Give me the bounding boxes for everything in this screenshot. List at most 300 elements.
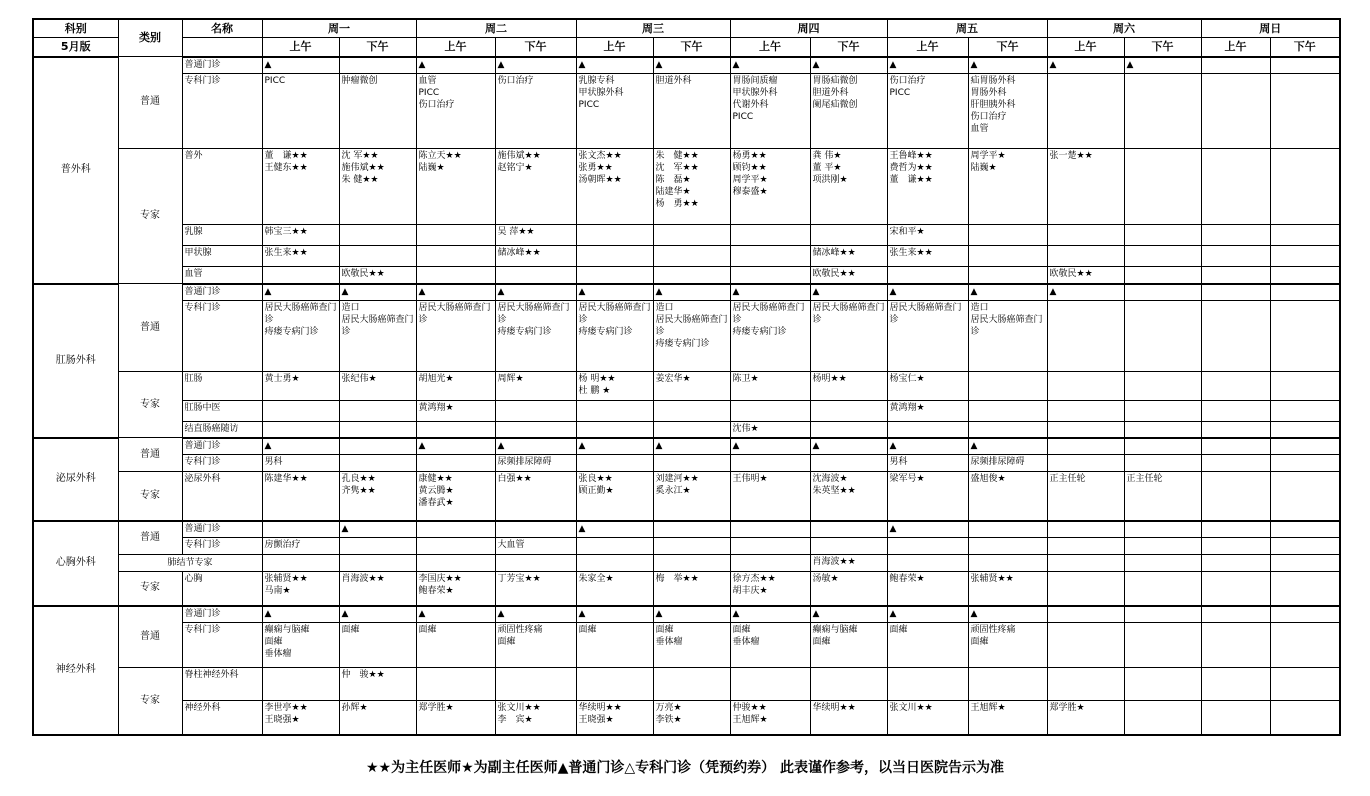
schedule-cell [1201,372,1270,400]
schedule-cell: ▲ [730,606,810,623]
schedule-cell [1201,300,1270,371]
clinic-name-cell: 普外 [182,148,262,225]
schedule-cell [1270,246,1340,267]
schedule-row [33,623,1340,668]
schedule-cell: ▲ [730,57,810,74]
schedule-cell: 梅 举★★ [653,571,730,606]
schedule-cell [730,225,810,246]
category-cell: 专家 [118,372,182,438]
schedule-cell: 癫痫与脑瘫 面瘫 [810,623,887,668]
schedule-cell: ▲ [730,438,810,455]
schedule-cell: 胃肠疝微创 胆道外科 阑尾疝微创 [810,74,887,149]
schedule-cell [887,668,968,701]
schedule-cell: 男科 [262,455,339,472]
dept-cell: 心胸外科 [33,521,118,606]
schedule-cell [653,400,730,421]
schedule-cell: 欧敬民★★ [810,267,887,284]
schedule-cell: ▲ [1047,57,1124,74]
schedule-cell [1124,538,1201,555]
schedule-cell: 面瘫 垂体瘤 [730,623,810,668]
schedule-cell: 胆道外科 [653,74,730,149]
schedule-cell [1124,623,1201,668]
schedule-row [33,267,1340,284]
schedule-cell [339,455,416,472]
schedule-cell: 正主任轮 [1047,471,1124,520]
header-am: 上午 [262,38,339,57]
schedule-cell [1047,74,1124,149]
schedule-cell: 疝胃肠外科 胃肠外科 肝胆胰外科 伤口治疗 血管 [968,74,1047,149]
schedule-cell [1201,400,1270,421]
schedule-cell [1270,538,1340,555]
header-am: 上午 [730,38,810,57]
schedule-cell: ▲ [653,284,730,301]
schedule-cell [1201,438,1270,455]
schedule-cell: ▲ [968,57,1047,74]
schedule-cell [1047,521,1124,538]
clinic-name-cell: 脊柱神经外科 [182,668,262,701]
schedule-cell [495,554,576,571]
header-pm: 下午 [339,38,416,57]
schedule-cell: ▲ [810,57,887,74]
schedule-cell: 居民大肠癌筛查门诊 [416,300,495,371]
schedule-cell [1047,372,1124,400]
schedule-cell: 正主任轮 [1124,471,1201,520]
schedule-cell [1270,571,1340,606]
schedule-cell: 张良★★ 顾正勤★ [576,471,653,520]
schedule-cell: ▲ [262,57,339,74]
category-cell: 普通 [118,284,182,372]
schedule-cell: 肿瘤微创 [339,74,416,149]
schedule-cell [730,400,810,421]
schedule-cell [968,554,1047,571]
schedule-cell [1270,267,1340,284]
schedule-row [33,57,1340,74]
legend-note: ★★为主任医师★为副主任医师▲普通门诊△专科门诊（凭预约券） 此表谨作参考，以当日医院告示为准 [365,760,1005,776]
schedule-cell [339,246,416,267]
schedule-cell: 王旭辉★ [968,700,1047,735]
schedule-cell [887,267,968,284]
header-day: 周四 [730,19,887,38]
schedule-cell: ▲ [576,521,653,538]
schedule-cell: 沈海波★ 朱英坚★★ [810,471,887,520]
schedule-cell [1124,606,1201,623]
schedule-cell [576,668,653,701]
schedule-cell [653,668,730,701]
schedule-cell [1201,606,1270,623]
schedule-cell: ▲ [576,438,653,455]
schedule-cell: 造口 居民大肠癌筛查门诊 [339,300,416,371]
schedule-cell: ▲ [1124,57,1201,74]
schedule-cell: 陈卫★ [730,372,810,400]
schedule-cell [1270,606,1340,623]
schedule-cell: 朱 健★★ 沈 军★★ 陈 磊★ 陆建华★ 杨 勇★★ [653,148,730,225]
schedule-cell: 李世亭★★ 王晓强★ [262,700,339,735]
clinic-name-cell: 专科门诊 [182,74,262,149]
schedule-cell [1124,284,1201,301]
schedule-cell: 伤口治疗 [495,74,576,149]
schedule-cell [887,421,968,438]
schedule-cell: 丁芳宝★★ [495,571,576,606]
schedule-cell [1201,74,1270,149]
schedule-cell: 胃肠间质瘤 甲状腺外科 代谢外科 PICC [730,74,810,149]
schedule-cell [653,246,730,267]
schedule-cell [576,421,653,438]
schedule-cell [1124,74,1201,149]
schedule-cell [1201,225,1270,246]
schedule-cell [339,554,416,571]
schedule-cell: 造口 居民大肠癌筛查门诊 痔瘘专病门诊 [653,300,730,371]
schedule-row [33,668,1340,701]
schedule-row [33,438,1340,455]
schedule-cell: 杨 明★★ 杜 鹏 ★ [576,372,653,400]
schedule-cell [1270,700,1340,735]
category-cell: 普通 [118,521,182,555]
schedule-cell: ▲ [495,57,576,74]
schedule-row [33,372,1340,400]
schedule-cell: 大血管 [495,538,576,555]
clinic-name-cell: 肛肠中医 [182,400,262,421]
schedule-cell [416,455,495,472]
schedule-cell: 周辉★ [495,372,576,400]
clinic-name-cell: 专科门诊 [182,623,262,668]
schedule-cell: ▲ [416,57,495,74]
schedule-cell [1201,284,1270,301]
schedule-cell [416,225,495,246]
schedule-cell [576,538,653,555]
schedule-row [33,554,1340,571]
schedule-cell: 张文川★★ 李 宾★ [495,700,576,735]
schedule-cell [1201,421,1270,438]
header-row-halfday [33,38,1340,57]
clinic-name-cell: 甲状腺 [182,246,262,267]
schedule-cell [1047,438,1124,455]
category-cell: 专家 [118,148,182,283]
schedule-cell: 白强★★ [495,471,576,520]
schedule-cell: 房颤治疗 [262,538,339,555]
schedule-cell [1270,400,1340,421]
schedule-cell [968,668,1047,701]
schedule-cell [887,554,968,571]
schedule-cell: ▲ [576,57,653,74]
schedule-cell [653,521,730,538]
header-pm: 下午 [968,38,1047,57]
schedule-cell: 张生来★★ [887,246,968,267]
schedule-cell [576,267,653,284]
schedule-cell: 居民大肠癌筛查门诊 痔瘘专病门诊 [262,300,339,371]
schedule-cell: 男科 [887,455,968,472]
schedule-cell: 面瘫 垂体瘤 [653,623,730,668]
schedule-cell: ▲ [887,606,968,623]
schedule-cell [810,400,887,421]
schedule-cell [339,57,416,74]
schedule-cell: 面瘫 [339,623,416,668]
schedule-cell [653,421,730,438]
header-am: 上午 [416,38,495,57]
schedule-cell [968,267,1047,284]
category-cell: 专家 [118,571,182,606]
clinic-name-cell: 普通门诊 [182,438,262,455]
schedule-cell: 朱家全★ [576,571,653,606]
schedule-row [33,246,1340,267]
schedule-cell: 胡旭光★ [416,372,495,400]
schedule-cell [262,267,339,284]
schedule-cell: ▲ [576,284,653,301]
schedule-cell: 沈 军★★ 施伟斌★★ 朱 健★★ [339,148,416,225]
schedule-cell: ▲ [653,57,730,74]
outpatient-schedule-table [32,18,1341,736]
schedule-cell [1270,554,1340,571]
schedule-cell [1201,668,1270,701]
dept-cell: 神经外科 [33,606,118,735]
schedule-cell: ▲ [416,284,495,301]
schedule-cell: 沈伟★ [730,421,810,438]
schedule-cell [262,421,339,438]
schedule-cell: ▲ [968,284,1047,301]
schedule-cell [968,400,1047,421]
schedule-cell: 肖海波★★ [339,571,416,606]
schedule-cell: ▲ [495,606,576,623]
schedule-cell [1124,148,1201,225]
category-cell: 普通 [118,57,182,148]
schedule-cell [1124,400,1201,421]
schedule-cell [262,400,339,421]
schedule-cell [339,400,416,421]
schedule-cell: 张文杰★★ 张勇★★ 汤朝晖★★ [576,148,653,225]
schedule-cell [1270,284,1340,301]
schedule-cell [495,521,576,538]
schedule-row [33,284,1340,301]
header-dept: 科别 [33,19,118,38]
schedule-cell [1270,521,1340,538]
schedule-cell: 华续明★★ 王晓强★ [576,700,653,735]
schedule-cell [968,521,1047,538]
schedule-cell: 顽固性疼痛 面瘫 [968,623,1047,668]
header-day: 周一 [262,19,416,38]
schedule-cell: 刘建河★★ 奚永江★ [653,471,730,520]
schedule-cell: 面瘫 [416,623,495,668]
schedule-cell [1047,606,1124,623]
schedule-cell [416,246,495,267]
schedule-cell [730,246,810,267]
category-cell: 普通 [118,606,182,668]
schedule-cell: 顽固性疼痛 面瘫 [495,623,576,668]
header-pm: 下午 [1124,38,1201,57]
schedule-cell: ▲ [810,438,887,455]
schedule-cell [416,267,495,284]
schedule-cell [810,668,887,701]
schedule-cell: 黄鸿翔★ [887,400,968,421]
schedule-cell: 韩宝三★★ [262,225,339,246]
schedule-cell: 居民大肠癌筛查门诊 [810,300,887,371]
category-cell: 专家 [118,471,182,520]
schedule-row [33,225,1340,246]
schedule-cell [416,668,495,701]
schedule-cell [810,421,887,438]
schedule-cell [730,455,810,472]
schedule-row [33,471,1340,520]
schedule-cell [1270,623,1340,668]
schedule-cell: 徐方杰★★ 胡丰庆★ [730,571,810,606]
schedule-cell [495,668,576,701]
schedule-cell [1270,57,1340,74]
schedule-cell [1124,421,1201,438]
clinic-name-cell: 泌尿外科 [182,471,262,520]
schedule-row [33,74,1340,149]
schedule-cell: 仲 骏★★ [339,668,416,701]
schedule-cell: 郑学胜★ [1047,700,1124,735]
schedule-cell [1047,225,1124,246]
schedule-cell [968,372,1047,400]
schedule-cell: 肖海波★★ [810,554,887,571]
schedule-cell [1201,455,1270,472]
schedule-cell: 血管 PICC 伤口治疗 [416,74,495,149]
schedule-cell: 黄鸿翔★ [416,400,495,421]
schedule-cell [1047,538,1124,555]
category-cell: 专家 [118,668,182,735]
schedule-cell [1124,554,1201,571]
schedule-cell: ▲ [416,438,495,455]
schedule-cell: 张辅贤★★ 马南★ [262,571,339,606]
schedule-cell: 杨勇★★ 顾钧★★ 周学平★ 穆泰盛★ [730,148,810,225]
schedule-cell [1047,246,1124,267]
schedule-cell [1124,267,1201,284]
schedule-cell [1047,400,1124,421]
schedule-cell [810,455,887,472]
schedule-cell: 盛旭俊★ [968,471,1047,520]
schedule-cell: 康健★★ 黄云腾★ 潘春武★ [416,471,495,520]
schedule-cell [730,554,810,571]
schedule-cell: 乳腺专科 甲状腺外科 PICC [576,74,653,149]
header-day: 周六 [1047,19,1201,38]
schedule-cell [730,668,810,701]
schedule-cell [1201,700,1270,735]
schedule-cell [339,438,416,455]
schedule-cell [730,521,810,538]
schedule-cell: ▲ [416,606,495,623]
schedule-cell: 郑学胜★ [416,700,495,735]
schedule-row [33,455,1340,472]
schedule-cell [576,246,653,267]
schedule-cell [1270,148,1340,225]
clinic-name-cell: 乳腺 [182,225,262,246]
schedule-cell [1047,455,1124,472]
schedule-cell: ▲ [262,284,339,301]
schedule-cell: 张文川★★ [887,700,968,735]
schedule-cell [653,554,730,571]
schedule-cell [1201,148,1270,225]
schedule-cell [730,267,810,284]
clinic-name-cell: 血管 [182,267,262,284]
schedule-cell: 黄士勇★ [262,372,339,400]
schedule-cell [416,554,495,571]
schedule-cell [1047,421,1124,438]
schedule-row [33,300,1340,371]
schedule-cell [1047,623,1124,668]
schedule-row [33,148,1340,225]
schedule-cell [1270,300,1340,371]
schedule-cell [1270,74,1340,149]
schedule-cell [576,554,653,571]
schedule-cell [1047,300,1124,371]
header-pm: 下午 [810,38,887,57]
schedule-cell: 华续明★★ [810,700,887,735]
schedule-cell [1124,372,1201,400]
schedule-cell [1270,225,1340,246]
schedule-cell: PICC [262,74,339,149]
schedule-cell [968,246,1047,267]
header-pm: 下午 [495,38,576,57]
schedule-cell [1201,57,1270,74]
schedule-cell: 居民大肠癌筛查门诊 [887,300,968,371]
schedule-cell [339,421,416,438]
schedule-cell: 仲骏★★ 王旭辉★ [730,700,810,735]
schedule-cell [1201,267,1270,284]
schedule-cell [495,421,576,438]
schedule-cell [495,267,576,284]
category-cell: 普通 [118,438,182,472]
schedule-row [33,521,1340,538]
schedule-cell: 龚 伟★ 董 平★ 项洪刚★ [810,148,887,225]
schedule-cell: ▲ [653,438,730,455]
schedule-cell [1201,571,1270,606]
header-am: 上午 [1201,38,1270,57]
clinic-name-cell: 心胸 [182,571,262,606]
schedule-cell: 宋和平★ [887,225,968,246]
schedule-row [33,400,1340,421]
schedule-cell: ▲ [968,606,1047,623]
schedule-cell [1124,455,1201,472]
schedule-cell [1270,372,1340,400]
schedule-cell [1270,455,1340,472]
schedule-cell [1270,421,1340,438]
schedule-cell: 面瘫 [576,623,653,668]
header-day: 周二 [416,19,576,38]
clinic-name-cell: 普通门诊 [182,57,262,74]
schedule-cell [1124,438,1201,455]
schedule-cell [1124,571,1201,606]
schedule-cell: ▲ [810,284,887,301]
schedule-cell: ▲ [576,606,653,623]
schedule-cell: ▲ [262,606,339,623]
schedule-cell [810,521,887,538]
schedule-cell: 癫痫与脑瘫 面瘫 垂体瘤 [262,623,339,668]
clinic-name-cell: 普通门诊 [182,284,262,301]
schedule-cell [416,538,495,555]
schedule-cell [339,225,416,246]
schedule-cell [262,521,339,538]
schedule-cell [495,400,576,421]
schedule-cell [810,225,887,246]
schedule-row [33,571,1340,606]
schedule-cell: ▲ [1047,284,1124,301]
schedule-cell [1124,700,1201,735]
clinic-name-cell: 普通门诊 [182,606,262,623]
schedule-cell: 面瘫 [887,623,968,668]
header-day: 周三 [576,19,730,38]
schedule-cell: 鲍春荣★ [887,571,968,606]
schedule-cell: 欧敬民★★ [339,267,416,284]
schedule-cell: 王鲁峰★★ 费哲为★★ 董 谦★★ [887,148,968,225]
schedule-cell [262,554,339,571]
schedule-cell [1201,471,1270,520]
header-pm: 下午 [1270,38,1340,57]
schedule-cell: 居民大肠癌筛查门诊 痔瘘专病门诊 [495,300,576,371]
schedule-cell: ▲ [887,521,968,538]
schedule-cell: 尿频排尿障碍 [968,455,1047,472]
clinic-name-cell: 结直肠癌随访 [182,421,262,438]
dept-cell: 肛肠外科 [33,284,118,438]
schedule-cell [1124,668,1201,701]
